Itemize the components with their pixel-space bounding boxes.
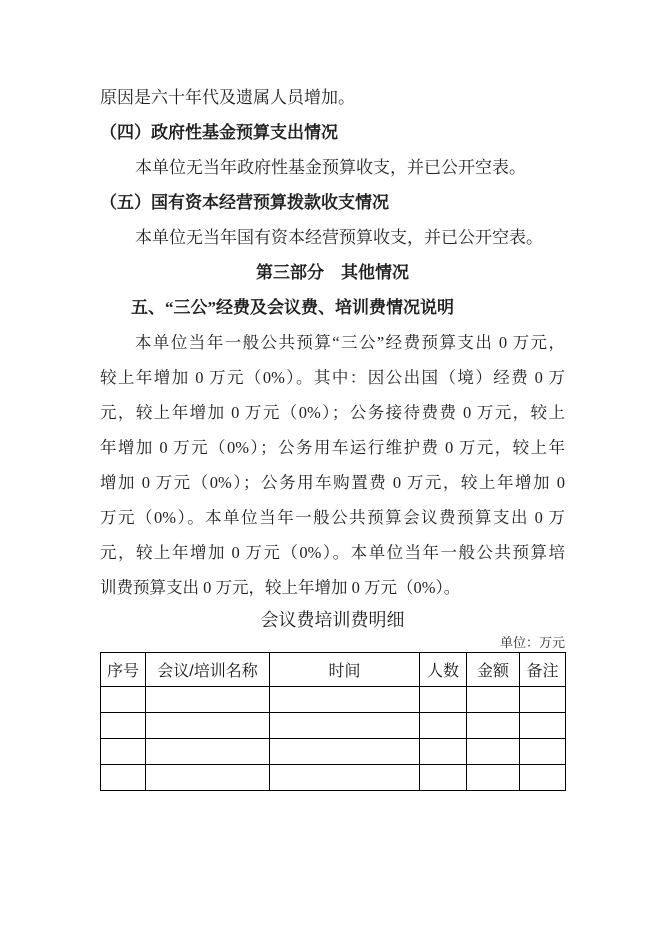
table-cell bbox=[420, 687, 467, 713]
table-cell bbox=[520, 765, 566, 791]
heading-state-capital-budget: （五）国有资本经营预算拨款收支情况 bbox=[100, 193, 389, 212]
table-title: 会议费培训费明细 bbox=[260, 610, 405, 630]
para-state-capital-budget: 本单位无当年国有资本经营预算收支，并已公开空表。 bbox=[135, 228, 543, 247]
para-gov-fund-budget: 本单位无当年政府性基金预算收支，并已公开空表。 bbox=[135, 158, 526, 177]
table-cell bbox=[101, 687, 146, 713]
table-header-row bbox=[101, 653, 566, 687]
paragraph-line: 本单位当年一般公共预算“三公”经费预算支出 0 万元， bbox=[135, 333, 565, 352]
col-header-seq: 序号 bbox=[101, 653, 146, 687]
table-cell bbox=[467, 713, 520, 739]
table-cell bbox=[467, 687, 520, 713]
table-cell bbox=[420, 713, 467, 739]
heading-three-public-expenses: 五、“三公”经费及会议费、培训费情况说明 bbox=[131, 298, 454, 317]
paragraph-line: 训费预算支出 0 万元，较上年增加 0 万元（0%）。 bbox=[100, 578, 461, 597]
meeting-training-table bbox=[100, 652, 566, 791]
col-header-amount: 金额 bbox=[467, 653, 520, 687]
col-header-time: 时间 bbox=[270, 653, 420, 687]
col-header-people: 人数 bbox=[420, 653, 467, 687]
table-cell bbox=[520, 739, 566, 765]
table-cell bbox=[146, 739, 270, 765]
table-row bbox=[101, 713, 566, 739]
table-cell bbox=[520, 687, 566, 713]
table-cell bbox=[270, 739, 420, 765]
paragraph-line: 万元（0%）。本单位当年一般公共预算会议费预算支出 0 万 bbox=[100, 508, 565, 527]
table-cell bbox=[420, 765, 467, 791]
col-header-note: 备注 bbox=[520, 653, 566, 687]
table-cell bbox=[270, 687, 420, 713]
table-body bbox=[101, 687, 566, 791]
table-cell bbox=[467, 739, 520, 765]
table-cell bbox=[520, 713, 566, 739]
paragraph-line: 年增加 0 万元（0%）；公务用车运行维护费 0 万元，较上年 bbox=[100, 438, 565, 457]
table-cell bbox=[146, 765, 270, 791]
table-cell bbox=[420, 739, 467, 765]
table-row bbox=[101, 765, 566, 791]
paragraph-line: 元，较上年增加 0 万元（0%）。本单位当年一般公共预算培 bbox=[100, 543, 565, 562]
table-row bbox=[101, 687, 566, 713]
heading-gov-fund-budget: （四）政府性基金预算支出情况 bbox=[100, 123, 338, 142]
table-cell bbox=[146, 687, 270, 713]
col-header-name: 会议/培训名称 bbox=[146, 653, 270, 687]
table-cell bbox=[270, 765, 420, 791]
table-cell bbox=[467, 765, 520, 791]
table-row bbox=[101, 739, 566, 765]
table-cell bbox=[146, 713, 270, 739]
continuation-text: 原因是六十年代及遗属人员增加。 bbox=[100, 88, 355, 107]
table-cell bbox=[270, 713, 420, 739]
table-cell bbox=[101, 765, 146, 791]
paragraph-line: 增加 0 万元（0%）；公务用车购置费 0 万元，较上年增加 0 bbox=[100, 473, 565, 492]
table-cell bbox=[101, 739, 146, 765]
three-public-paragraph bbox=[100, 325, 565, 605]
paragraph-line: 元，较上年增加 0 万元（0%）；公务接待费费 0 万元，较上 bbox=[100, 403, 565, 422]
part3-title: 第三部分 其他情况 bbox=[256, 263, 409, 282]
table-cell bbox=[101, 713, 146, 739]
paragraph-line: 较上年增加 0 万元（0%）。其中：因公出国（境）经费 0 万 bbox=[100, 368, 565, 387]
unit-note: 单位：万元 bbox=[499, 635, 565, 650]
